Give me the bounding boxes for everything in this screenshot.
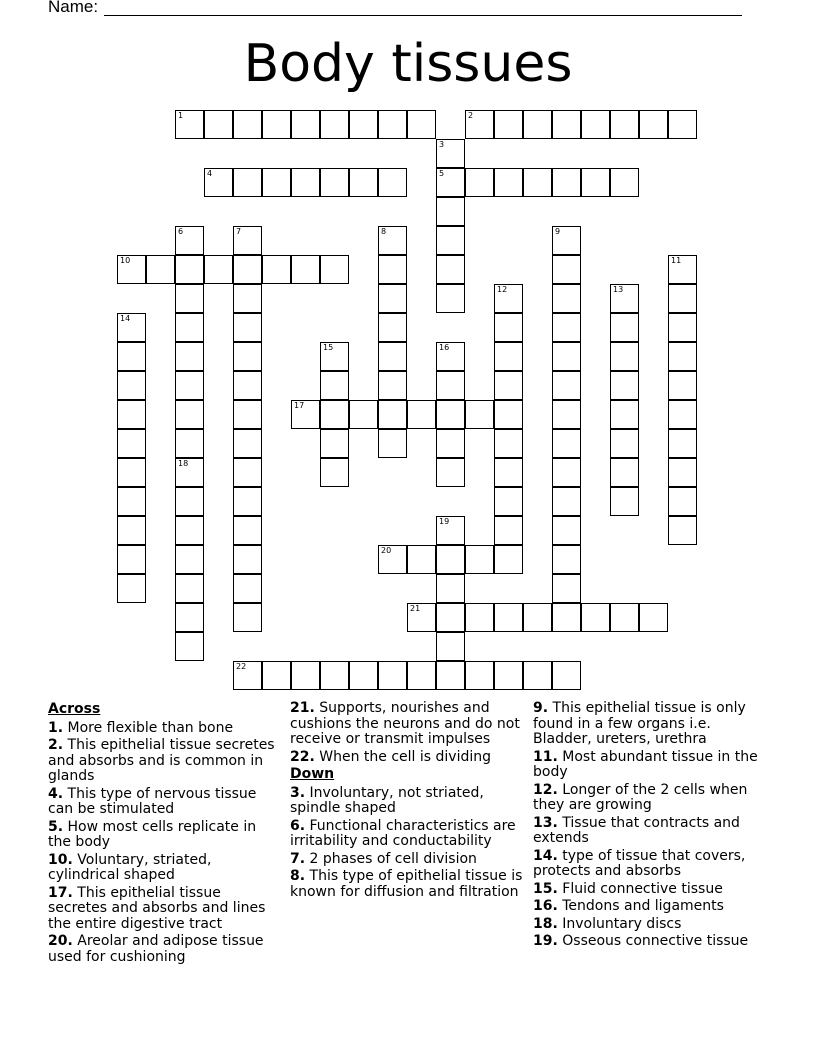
grid-cell[interactable] [233, 226, 262, 255]
grid-cell[interactable] [320, 429, 349, 458]
grid-cell[interactable] [668, 516, 697, 545]
grid-cell[interactable] [320, 342, 349, 371]
grid-cell[interactable] [436, 574, 465, 603]
clue-number: 6. [290, 817, 306, 834]
grid-cell[interactable] [668, 255, 697, 284]
clue-text: This epithelial tissue is only found in a few organs i.e. Bladder, ureters, urethra [533, 700, 746, 747]
grid-cell[interactable] [407, 400, 436, 429]
grid-cell[interactable] [175, 284, 204, 313]
grid-cell[interactable] [233, 429, 262, 458]
grid-cell[interactable] [233, 110, 262, 139]
clue-number: 18. [533, 915, 558, 932]
grid-cell[interactable] [436, 342, 465, 371]
grid-cell[interactable] [378, 284, 407, 313]
clue-number-label: 22 [236, 662, 247, 671]
grid-cell[interactable] [233, 371, 262, 400]
grid-cell[interactable] [552, 284, 581, 313]
clue [533, 849, 773, 880]
grid-cell[interactable] [204, 110, 233, 139]
grid-cell[interactable] [175, 110, 204, 139]
grid-cell[interactable] [465, 168, 494, 197]
grid-cell[interactable] [233, 284, 262, 313]
grid-cell[interactable] [407, 661, 436, 690]
grid-cell[interactable] [552, 313, 581, 342]
grid-cell[interactable] [436, 400, 465, 429]
grid-cell[interactable] [233, 313, 262, 342]
grid-cell[interactable] [175, 226, 204, 255]
clue-number: 13. [533, 814, 558, 831]
grid-cell[interactable] [610, 284, 639, 313]
grid-cell[interactable] [436, 603, 465, 632]
grid-cell[interactable] [639, 110, 668, 139]
clue [533, 882, 773, 898]
grid-cell[interactable] [291, 168, 320, 197]
clue-number: 3. [290, 784, 306, 801]
grid-cell[interactable] [610, 110, 639, 139]
clue [48, 934, 278, 965]
grid-cell[interactable] [494, 313, 523, 342]
grid-cell[interactable] [581, 603, 610, 632]
grid-cell[interactable] [552, 110, 581, 139]
grid-cell[interactable] [262, 168, 291, 197]
grid-cell[interactable] [407, 545, 436, 574]
grid-cell[interactable] [117, 545, 146, 574]
grid-cell[interactable] [494, 661, 523, 690]
clue [533, 934, 773, 950]
across-clue-list [48, 721, 278, 966]
grid-cell[interactable] [233, 574, 262, 603]
grid-cell[interactable] [117, 429, 146, 458]
grid-cell[interactable] [320, 371, 349, 400]
grid-cell[interactable] [610, 313, 639, 342]
grid-cell[interactable] [494, 168, 523, 197]
clues-column-3 [533, 701, 773, 952]
grid-cell[interactable] [523, 110, 552, 139]
grid-cell[interactable] [407, 603, 436, 632]
clue-number-label: 3 [439, 140, 445, 149]
grid-cell[interactable] [668, 284, 697, 313]
clue-number-label: 10 [120, 256, 131, 265]
grid-cell[interactable] [465, 110, 494, 139]
grid-cell[interactable] [291, 110, 320, 139]
grid-cell[interactable] [378, 545, 407, 574]
grid-cell[interactable] [668, 371, 697, 400]
clue-number: 8. [290, 868, 306, 884]
clue [533, 917, 773, 933]
grid-cell[interactable] [175, 603, 204, 632]
clue-number-label: 16 [439, 343, 450, 352]
clue-number: 17. [48, 884, 73, 901]
grid-cell[interactable] [349, 168, 378, 197]
grid-cell[interactable] [378, 400, 407, 429]
clue-number-label: 20 [381, 546, 392, 555]
grid-cell[interactable] [552, 371, 581, 400]
grid-cell[interactable] [639, 603, 668, 632]
clue-text: Tissue that contracts and extends [533, 814, 740, 846]
grid-cell[interactable] [552, 400, 581, 429]
clue-number-label: 17 [294, 401, 305, 410]
grid-cell[interactable] [610, 371, 639, 400]
grid-cell[interactable] [233, 516, 262, 545]
grid-cell[interactable] [378, 110, 407, 139]
grid-cell[interactable] [494, 487, 523, 516]
grid-cell[interactable] [436, 168, 465, 197]
grid-cell[interactable] [552, 342, 581, 371]
clue-number: 5. [48, 818, 64, 835]
grid-cell[interactable] [117, 371, 146, 400]
grid-cell[interactable] [378, 255, 407, 284]
grid-cell[interactable] [494, 516, 523, 545]
clue-text: 2 phases of cell division [305, 850, 477, 867]
grid-cell[interactable] [117, 255, 146, 284]
grid-cell[interactable] [233, 661, 262, 690]
clue-number-label: 14 [120, 314, 131, 323]
grid-cell[interactable] [378, 342, 407, 371]
clue-number-label: 11 [671, 256, 682, 265]
grid-cell[interactable] [175, 313, 204, 342]
grid-cell[interactable] [291, 661, 320, 690]
clue-text: More flexible than bone [63, 719, 234, 736]
grid-cell[interactable] [320, 255, 349, 284]
clue-number-label: 2 [468, 111, 474, 120]
clue-text: This epithelial tissue secretes and absorbs and lines the entire digestive tract [48, 884, 266, 932]
grid-cell[interactable] [523, 603, 552, 632]
grid-cell[interactable] [494, 110, 523, 139]
grid-cell[interactable] [233, 603, 262, 632]
grid-cell[interactable] [175, 632, 204, 661]
grid-cell[interactable] [378, 429, 407, 458]
clue [48, 738, 278, 785]
clue-number-label: 15 [323, 343, 334, 352]
grid-cell[interactable] [175, 255, 204, 284]
clue [290, 852, 526, 868]
grid-cell[interactable] [552, 226, 581, 255]
grid-cell[interactable] [436, 371, 465, 400]
clue-number-label: 1 [178, 111, 184, 120]
grid-cell[interactable] [610, 342, 639, 371]
clue-text: Involuntary discs [557, 915, 682, 932]
grid-cell[interactable] [436, 197, 465, 226]
clue-number: 11. [533, 748, 558, 765]
grid-cell[interactable] [494, 458, 523, 487]
grid-cell[interactable] [494, 603, 523, 632]
clue-text: How most cells replicate in the body [48, 818, 257, 850]
clue-number: 9. [533, 700, 549, 716]
down-clue-list [290, 786, 526, 901]
clue-text: type of tissue that covers, protects and absorbs [533, 847, 746, 879]
page-title: Body tissues [243, 34, 573, 94]
grid-cell[interactable] [610, 168, 639, 197]
grid-cell[interactable] [407, 110, 436, 139]
clue-text: When the cell is dividing [314, 748, 492, 765]
grid-cell[interactable] [494, 545, 523, 574]
clue-text: Supports, nourishes and cushions the neurons and do not receive or transmit impulses [290, 700, 520, 747]
clue-number-label: 21 [410, 604, 421, 613]
grid-cell[interactable] [581, 110, 610, 139]
clue-number: 10. [48, 851, 73, 868]
clue-number: 15. [533, 880, 558, 897]
name-underline[interactable] [104, 15, 742, 16]
clue [533, 899, 773, 915]
grid-cell[interactable] [175, 371, 204, 400]
grid-cell[interactable] [552, 168, 581, 197]
grid-cell[interactable] [204, 168, 233, 197]
grid-cell[interactable] [262, 255, 291, 284]
grid-cell[interactable] [233, 458, 262, 487]
grid-cell[interactable] [610, 603, 639, 632]
grid-cell[interactable] [552, 458, 581, 487]
grid-cell[interactable] [291, 400, 320, 429]
grid-cell[interactable] [494, 400, 523, 429]
clue [290, 750, 526, 766]
clue [533, 783, 773, 814]
grid-cell[interactable] [117, 574, 146, 603]
clue [533, 816, 773, 847]
grid-cell[interactable] [610, 487, 639, 516]
grid-cell[interactable] [465, 603, 494, 632]
grid-cell[interactable] [552, 661, 581, 690]
clue-number: 12. [533, 781, 558, 798]
grid-cell[interactable] [320, 110, 349, 139]
clue-text: This type of epithelial tissue is known for diffusion and filtration [290, 868, 523, 900]
grid-cell[interactable] [175, 458, 204, 487]
grid-cell[interactable] [349, 400, 378, 429]
grid-cell[interactable] [552, 574, 581, 603]
clue-number-label: 9 [555, 227, 561, 236]
clue [48, 787, 278, 818]
across-heading: Across [48, 701, 101, 717]
grid-cell[interactable] [320, 458, 349, 487]
clue [48, 886, 278, 933]
clue-number: 22. [290, 748, 315, 765]
clue-number-label: 13 [613, 285, 624, 294]
grid-cell[interactable] [436, 255, 465, 284]
grid-cell[interactable] [117, 400, 146, 429]
grid-cell[interactable] [494, 342, 523, 371]
grid-cell[interactable] [465, 400, 494, 429]
clue [533, 750, 773, 781]
grid-cell[interactable] [117, 487, 146, 516]
grid-cell[interactable] [117, 458, 146, 487]
grid-cell[interactable] [262, 110, 291, 139]
clue-number: 1. [48, 719, 64, 736]
grid-cell[interactable] [494, 284, 523, 313]
grid-cell[interactable] [175, 545, 204, 574]
grid-cell[interactable] [233, 255, 262, 284]
grid-cell[interactable] [436, 429, 465, 458]
clue-text: Longer of the 2 cells when they are growing [533, 781, 748, 813]
grid-cell[interactable] [552, 487, 581, 516]
clue-number-label: 4 [207, 169, 213, 178]
grid-cell[interactable] [668, 487, 697, 516]
clue [290, 819, 526, 850]
clue-number-label: 18 [178, 459, 189, 468]
grid-cell[interactable] [233, 545, 262, 574]
clue-number: 14. [533, 847, 558, 864]
clue [290, 869, 526, 900]
clue [290, 786, 526, 817]
clues-column-2 [290, 701, 526, 902]
clue-number: 19. [533, 933, 558, 949]
grid-cell[interactable] [117, 342, 146, 371]
clue-number-label: 8 [381, 227, 387, 236]
name-label: Name: [48, 0, 99, 16]
grid-cell[interactable] [610, 429, 639, 458]
clue-text: This type of nervous tissue can be stimulated [48, 785, 257, 817]
clue-number-label: 6 [178, 227, 184, 236]
grid-cell[interactable] [552, 516, 581, 545]
across-clue-list-continued [290, 701, 526, 765]
grid-cell[interactable] [610, 458, 639, 487]
clue-number-label: 7 [236, 227, 242, 236]
grid-cell[interactable] [175, 574, 204, 603]
grid-cell[interactable] [523, 168, 552, 197]
grid-cell[interactable] [320, 661, 349, 690]
clue-number: 2. [48, 737, 64, 753]
grid-cell[interactable] [436, 139, 465, 168]
grid-cell[interactable] [668, 400, 697, 429]
clue [48, 820, 278, 851]
grid-cell[interactable] [117, 313, 146, 342]
down-heading: Down [290, 766, 335, 782]
grid-cell[interactable] [436, 516, 465, 545]
grid-cell[interactable] [233, 168, 262, 197]
grid-cell[interactable] [552, 255, 581, 284]
grid-cell[interactable] [320, 168, 349, 197]
clue-text: Osseous connective tissue [557, 933, 749, 949]
grid-cell[interactable] [465, 661, 494, 690]
grid-cell[interactable] [233, 487, 262, 516]
grid-cell[interactable] [581, 168, 610, 197]
clues-column-1 [48, 700, 278, 967]
grid-cell[interactable] [117, 516, 146, 545]
grid-cell[interactable] [552, 545, 581, 574]
grid-cell[interactable] [291, 255, 320, 284]
grid-cell[interactable] [175, 516, 204, 545]
grid-cell[interactable] [668, 342, 697, 371]
clue [48, 853, 278, 884]
grid-cell[interactable] [262, 661, 291, 690]
clue-number-label: 12 [497, 285, 508, 294]
clue-number: 20. [48, 933, 73, 949]
clue-text: Functional characteristics are irritability and conductability [290, 817, 516, 849]
grid-cell[interactable] [146, 255, 175, 284]
clue-number-label: 5 [439, 169, 445, 178]
grid-cell[interactable] [349, 110, 378, 139]
clue-text: Fluid connective tissue [557, 880, 723, 897]
clue [48, 721, 278, 737]
grid-cell[interactable] [175, 342, 204, 371]
grid-cell[interactable] [175, 400, 204, 429]
clue-number-label: 19 [439, 517, 450, 526]
grid-cell[interactable] [436, 545, 465, 574]
grid-cell[interactable] [175, 487, 204, 516]
clue-number: 7. [290, 850, 306, 867]
grid-cell[interactable] [610, 400, 639, 429]
clue-text: Most abundant tissue in the body [533, 748, 758, 780]
grid-cell[interactable] [465, 545, 494, 574]
grid-cell[interactable] [552, 603, 581, 632]
clue-text: This epithelial tissue secretes and absorbs and is common in glands [48, 737, 275, 784]
down-clue-list-continued [533, 701, 773, 950]
grid-cell[interactable] [523, 661, 552, 690]
grid-cell[interactable] [494, 429, 523, 458]
grid-cell[interactable] [668, 110, 697, 139]
grid-cell[interactable] [552, 429, 581, 458]
grid-cell[interactable] [378, 226, 407, 255]
grid-cell[interactable] [233, 342, 262, 371]
grid-cell[interactable] [436, 661, 465, 690]
grid-cell[interactable] [233, 400, 262, 429]
grid-cell[interactable] [378, 313, 407, 342]
clue [290, 701, 526, 748]
grid-cell[interactable] [668, 429, 697, 458]
clue-number: 4. [48, 785, 64, 802]
clue-text: Voluntary, striated, cylindrical shaped [48, 851, 212, 883]
grid-cell[interactable] [668, 313, 697, 342]
clue [533, 701, 773, 748]
clue-text: Areolar and adipose tissue used for cushioning [48, 933, 264, 965]
grid-cell[interactable] [320, 400, 349, 429]
grid-cell[interactable] [436, 458, 465, 487]
clue-number: 21. [290, 700, 315, 716]
grid-cell[interactable] [378, 168, 407, 197]
grid-cell[interactable] [436, 284, 465, 313]
grid-cell[interactable] [668, 458, 697, 487]
grid-cell[interactable] [349, 661, 378, 690]
grid-cell[interactable] [204, 255, 233, 284]
grid-cell[interactable] [436, 632, 465, 661]
clue-text: Involuntary, not striated, spindle shaped [290, 784, 484, 816]
clue-text: Tendons and ligaments [557, 898, 724, 914]
grid-cell[interactable] [175, 429, 204, 458]
clue-number: 16. [533, 898, 558, 914]
grid-cell[interactable] [494, 371, 523, 400]
grid-cell[interactable] [378, 371, 407, 400]
grid-cell[interactable] [436, 226, 465, 255]
grid-cell[interactable] [378, 661, 407, 690]
